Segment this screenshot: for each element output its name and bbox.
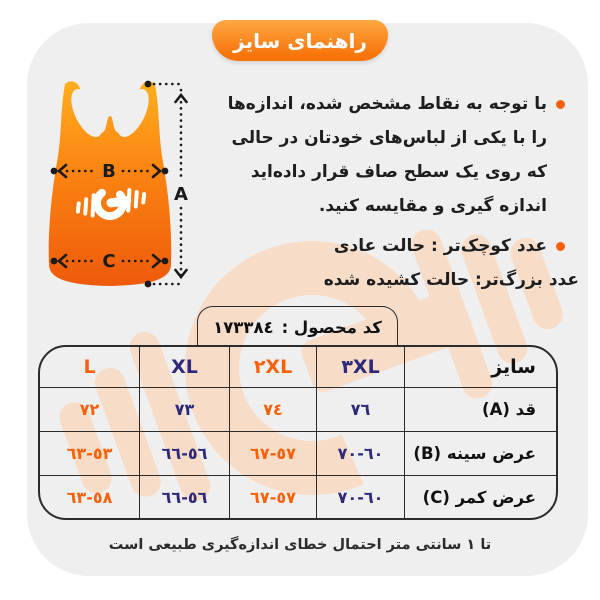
- table-cell: [140, 387, 230, 431]
- value-waist-l: ٥٨-٦٣: [66, 487, 113, 507]
- label-b: B: [102, 161, 116, 182]
- table-cell: [317, 387, 405, 431]
- instruction-line: با توجه به نقاط مشخص شده، اندازه‌ها: [227, 94, 547, 114]
- table-cell: [40, 387, 140, 431]
- value-height-3xl: ٧٦: [350, 400, 371, 419]
- row-label-chest-b: عرض سینه (B): [405, 431, 556, 475]
- size-l-label: L: [83, 356, 96, 378]
- size-xl-label: XL: [171, 356, 198, 378]
- table-cell: [230, 431, 317, 475]
- table-header-3xl: [317, 347, 405, 387]
- instruction-line: که روی یک سطح صاف قرار داده‌اید: [250, 162, 547, 182]
- instructions: [227, 87, 579, 297]
- table-cell: [317, 431, 405, 475]
- value-chest-l: ٥٣-٦٣: [66, 444, 113, 463]
- size-table: [38, 345, 558, 520]
- value-waist-2xl: ٥٧-٦٧: [250, 487, 296, 507]
- table-cell: [317, 475, 405, 518]
- instruction-paragraph-1: [227, 87, 567, 223]
- table-cell: [40, 475, 140, 518]
- row-label-height-a: قد (A): [405, 387, 556, 431]
- value-waist-xl: ٥٦-٦٦: [161, 487, 208, 507]
- bullet-dot: [556, 100, 565, 109]
- size-3xl-label: ٣XL: [341, 356, 380, 378]
- size-guide-badge-label: راهنمای سایز: [233, 28, 367, 53]
- instruction-line: را با یکی از لباس‌های خودتان در حالی: [231, 128, 547, 148]
- table-header-2xl: [230, 347, 317, 387]
- size-2xl-label: ٢XL: [253, 356, 293, 378]
- value-chest-3xl: ٦٠-٧٠: [337, 444, 384, 463]
- value-height-2xl: ٧٤: [263, 400, 283, 419]
- value-chest-2xl: ٥٧-٦٧: [250, 444, 296, 463]
- table-header-size: سایز: [491, 356, 536, 378]
- value-height-xl: ٧٣: [174, 400, 195, 419]
- label-a: A: [174, 184, 188, 205]
- product-code-label: کد محصول :: [281, 317, 382, 337]
- table-cell: [140, 475, 230, 518]
- product-code-tab: [197, 306, 398, 347]
- table-cell: [230, 387, 317, 431]
- instruction-line: عدد کوچک‌تر : حالت عادی: [333, 236, 547, 256]
- table-header-xl: [140, 347, 230, 387]
- product-code-value: ١٧٣٣٨٤: [213, 317, 274, 337]
- value-height-l: ٧٢: [79, 400, 100, 419]
- tolerance-footnote: تا ١ سانتی متر احتمال خطای اندازه‌گیری طبیعی است: [108, 537, 492, 553]
- row-label-waist-c: عرض کمر (C): [405, 475, 556, 518]
- label-c: C: [102, 251, 116, 272]
- instruction-line: عدد بزرگ‌تر: حالت کشیده شده: [323, 270, 579, 290]
- value-waist-3xl: ٦٠-٧٠: [337, 487, 384, 507]
- size-guide-badge: [212, 20, 388, 61]
- table-cell: [140, 431, 230, 475]
- table-cell: [40, 431, 140, 475]
- instruction-paragraph-2: [237, 229, 579, 297]
- table-header-l: [40, 347, 140, 387]
- table-cell: [230, 475, 317, 518]
- value-chest-xl: ٥٦-٦٦: [161, 444, 208, 463]
- bullet-dot: [556, 242, 565, 251]
- instruction-line: اندازه گیری و مقایسه کنید.: [318, 196, 547, 216]
